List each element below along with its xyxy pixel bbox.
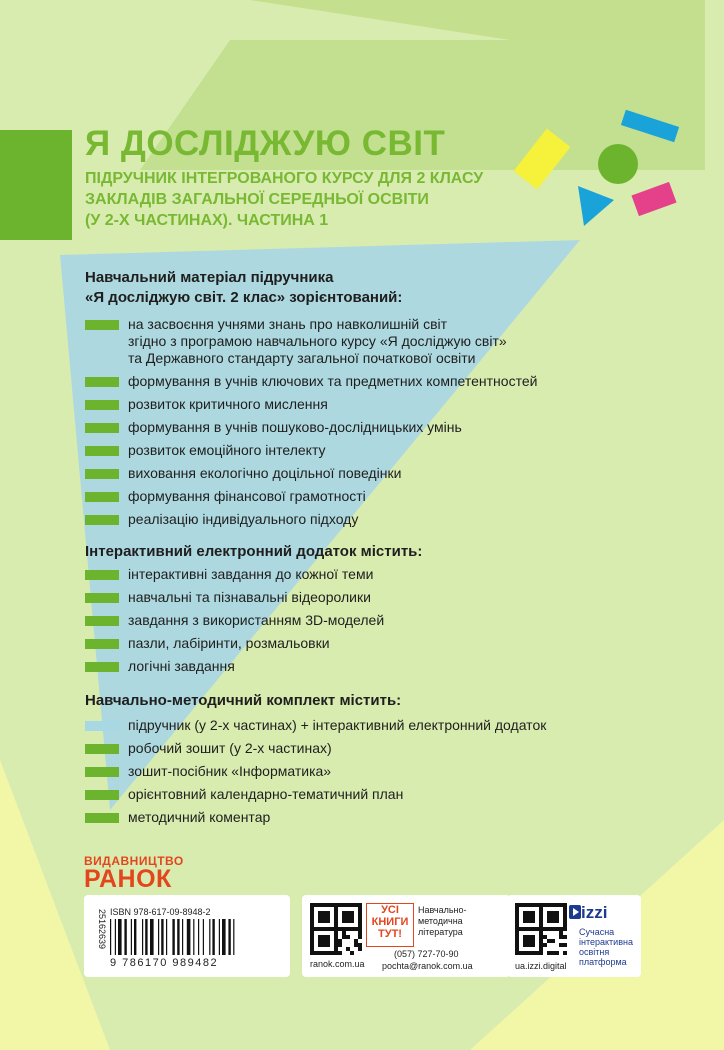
list-item [85,419,537,436]
list-item-text: логічні завдання [128,658,235,674]
list-item-text: формування в учнів пошуково-дослідницьких умінь [128,419,462,435]
green-marker [85,446,119,456]
publisher-logo-small: ВИДАВНИЦТВО [84,854,184,868]
heading-line: Навчальний матеріал підручника [85,269,334,286]
list-item [85,488,537,505]
subtitle-line: (У 2-Х ЧАСТИНАХ). ЧАСТИНА 1 [85,212,329,229]
section-heading-interactive: Інтерактивний електронний додаток містить: [85,543,423,560]
list-item [85,316,537,367]
interactive-features-list [85,566,384,681]
list-item-text: завдання з використанням 3D-моделей [128,612,385,628]
list-item [85,442,537,459]
heading-line: «Я досліджую світ. 2 клас» зорієнтований: [85,289,403,306]
section-heading-kit: Навчально-методичний комплект містить: [85,692,402,709]
list-item [85,635,384,652]
section-heading-textbook [85,268,402,308]
list-item [85,589,384,606]
izzi-text-line: інтерактивна [579,937,633,947]
list-item-text: виховання екологічно доцільної поведінки [128,465,402,481]
note-line: література [418,927,463,937]
list-item [85,763,546,780]
badge-line: КНИГИ [371,916,409,928]
list-item-text: формування фінансової грамотності [128,488,366,504]
list-item-text: зошит-посібник «Інформатика» [128,763,332,779]
note-line: методична [418,916,463,926]
green-marker [85,813,119,823]
barcode-panel [84,895,290,977]
note-line: Навчально- [418,905,467,915]
list-item-text: реалізацію індивідуального підходу [128,511,359,527]
kit-contents-list [85,717,546,832]
qr-code-icon [310,903,362,955]
ranok-phone: (057) 727-70-90 [394,949,459,959]
green-marker [85,593,119,603]
list-item [85,612,384,629]
ranok-website: ranok.com.ua [310,959,365,969]
deco-pink-rect [631,182,676,216]
list-item [85,396,537,413]
list-item-text: орієнтовний календарно-тематичний план [128,786,404,802]
list-item-text: та Державного стандарту загальної початкової освіти [128,350,476,366]
green-marker [85,616,119,626]
list-item-text: на засвоєння учнями знань про навколишній світ [128,316,448,332]
textbook-goals-list [85,316,537,534]
book-subtitle [85,168,483,231]
barcode-number: 9 786170 989482 [110,957,219,969]
izzi-logo: izzi [581,903,608,922]
deco-blue-triangle [578,186,614,226]
blue-marker [85,721,119,731]
barcode-icon [110,919,280,957]
list-item [85,658,384,675]
list-item [85,786,546,803]
deco-green-circle [598,144,638,184]
green-marker [85,320,119,330]
badge-note [418,905,467,938]
green-marker [85,377,119,387]
publisher-logo-big: РАНОК [84,865,172,893]
subtitle-line: ПІДРУЧНИК ІНТЕГРОВАНОГО КУРСУ ДЛЯ 2 КЛАСУ [85,170,484,187]
all-books-here-badge [366,903,414,947]
izzi-text-line: Сучасна [579,927,615,937]
subtitle-line: ЗАКЛАДІВ ЗАГАЛЬНОЇ СЕРЕДНЬОЇ ОСВІТИ [85,191,429,208]
izzi-info-panel [507,895,641,977]
green-marker [85,469,119,479]
list-item-text: робочий зошит (у 2-х частинах) [128,740,332,756]
list-item-text: методичний коментар [128,809,271,825]
green-marker [85,423,119,433]
izzi-description [579,927,633,967]
ranok-info-panel [302,895,510,977]
green-marker [85,570,119,580]
izzi-website: ua.izzi.digital [515,961,567,971]
list-item [85,740,546,757]
green-marker [85,744,119,754]
isbn-number: ISBN 978-617-09-8948-2 [110,907,211,917]
badge-line: УСІ [381,904,399,916]
list-item-text: підручник (у 2-х частинах) + інтерактивний електронний додаток [128,717,547,733]
list-item-text: розвиток емоційного інтелекту [128,442,326,458]
list-item [85,566,384,583]
list-item-text: інтерактивні завдання до кожної теми [128,566,374,582]
green-marker [85,662,119,672]
izzi-text-line: платформа [579,957,627,967]
izzi-text-line: освітня [579,947,610,957]
list-item [85,511,537,528]
izzi-play-icon [569,905,581,919]
left-green-bar [0,130,72,240]
green-marker [85,639,119,649]
green-marker [85,492,119,502]
badge-line: ТУТ! [378,928,402,940]
side-number-text: 25162639 [97,909,107,950]
list-item-text: згідно з програмою навчального курсу «Я досліджую світ» [128,333,507,349]
list-item-text: навчальні та пізнавальні відеоролики [128,589,371,605]
qr-code-icon [515,903,567,955]
book-title: Я ДОСЛІДЖУЮ СВІТ [85,124,446,163]
list-item [85,465,537,482]
list-item-text: формування в учнів ключових та предметних компетентностей [128,373,538,389]
list-item [85,809,546,826]
list-item-text: пазли, лабіринти, розмальовки [128,635,330,651]
green-marker [85,400,119,410]
list-item [85,373,537,390]
barcode-side-number [88,907,107,973]
publisher-logo [84,855,184,892]
green-marker [85,790,119,800]
list-item [85,717,546,734]
green-marker [85,767,119,777]
list-item-text: розвиток критичного мислення [128,396,328,412]
ranok-email: pochta@ranok.com.ua [382,961,473,971]
green-marker [85,515,119,525]
